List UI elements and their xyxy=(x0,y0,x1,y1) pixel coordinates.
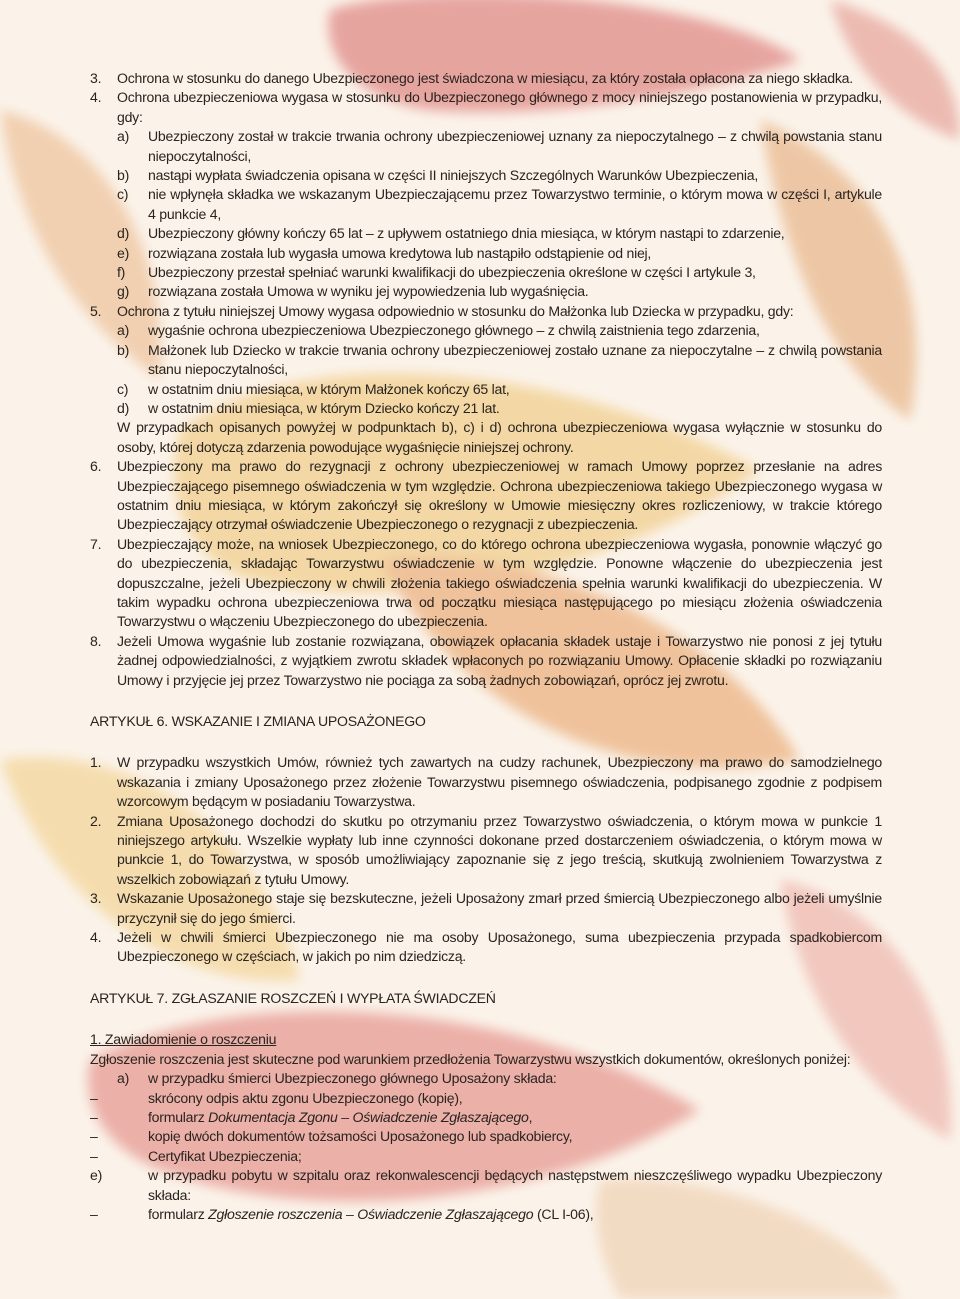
list-item xyxy=(90,753,882,811)
dash-item xyxy=(90,1127,882,1146)
item-number: 8. xyxy=(90,632,102,649)
sub-item xyxy=(90,263,882,282)
sub-item xyxy=(90,399,882,418)
dash-marker: – xyxy=(90,1128,98,1145)
item-text: Zmiana Uposażonego dochodzi do skutku po otrzymaniu przez Towarzystwo oświadczenia, o którym mowa w punkcie 1 niniejszego artykułu. Wszelkie wypłaty lub inne czynności dokonane przed dostarczeniem oświadczenia, o którym mowa w punkcie 1, do Towarzystwa, w sposób umożliwiający zapoznanie się z jego treścią, skutkują zwolnieniem Towarzystwa z wszelkich zobowiązań z tytułu Umowy. xyxy=(117,812,882,887)
sub-item xyxy=(90,321,882,340)
document-body xyxy=(90,69,882,1224)
list-item xyxy=(90,88,882,127)
section-heading: ARTYKUŁ 6. WSKAZANIE I ZMIANA UPOSAŻONEGO xyxy=(90,713,426,729)
list-item xyxy=(90,928,882,967)
dash-item-text: kopię dwóch dokumentów tożsamości Uposażonego lub spadkobiercy, xyxy=(148,1128,573,1145)
list-item xyxy=(90,889,882,928)
item-text: Wskazanie Uposażonego staje się bezskuteczne, jeżeli Uposażony zmarł przed śmiercią Ubezpieczonego albo jeżeli umyślnie przyczynił się do jego śmierci. xyxy=(117,890,882,926)
item-number: 4. xyxy=(90,929,102,946)
dash-item-text: skrócony odpis aktu zgonu Ubezpieczonego (kopię), xyxy=(148,1089,463,1106)
list-item xyxy=(90,632,882,690)
item-text: Ochrona z tytułu niniejszej Umowy wygasa odpowiednio w stosunku do Małżonka lub Dziecka w przypadku, gdy: xyxy=(117,302,794,319)
sub-item xyxy=(90,1166,882,1205)
item-text: Ochrona w stosunku do danego Ubezpieczonego jest świadczona w miesiącu, za który została opłacona za niego składka. xyxy=(117,70,853,86)
item-text: Jeżeli w chwili śmierci Ubezpieczonego nie ma osoby Uposażonego, suma ubezpieczenia przypada spadkobiercom Ubezpieczonego w częściach, w jakich po nim dziedziczą. xyxy=(117,929,882,965)
sub-item-marker: a) xyxy=(117,1070,130,1087)
sub-item-marker: a) xyxy=(117,128,130,145)
intro-paragraph: Zgłoszenie roszczenia jest skuteczne pod warunkiem przedłożenia Towarzystwu wszystkich dokumentów, określonych poniżej: xyxy=(90,1050,851,1067)
item-number: 1. xyxy=(90,754,102,771)
section-heading: ARTYKUŁ 7. ZGŁASZANIE ROSZCZEŃ I WYPŁATA ŚWIADCZEŃ xyxy=(90,989,496,1006)
list-item xyxy=(90,302,882,321)
list-item xyxy=(90,535,882,632)
sub-item xyxy=(90,380,882,399)
form-prefix: formularz xyxy=(148,1205,209,1222)
sub-item-text: w przypadku pobytu w szpitalu oraz rekonwalescencji będących następstwem nieszczęśliwego wypadku Ubezpieczony składa: xyxy=(148,1167,882,1203)
form-name: Zgłoszenie roszczenia – Oświadczenie Zgłaszającego xyxy=(208,1205,534,1222)
form-suffix: (CL I-06), xyxy=(533,1205,594,1222)
item-number: 3. xyxy=(90,890,102,907)
list-item xyxy=(90,457,882,535)
dash-marker: – xyxy=(90,1108,98,1125)
dash-item xyxy=(90,1147,882,1166)
subsection-heading: 1. Zawiadomienie o roszczeniu xyxy=(90,1031,277,1048)
form-suffix: , xyxy=(528,1108,533,1125)
dash-item xyxy=(90,1205,882,1224)
sub-item-marker: d) xyxy=(117,399,130,416)
sub-item-marker: d) xyxy=(117,225,130,242)
item-number: 7. xyxy=(90,535,102,552)
dash-item-text: Certyfikat Ubezpieczenia; xyxy=(148,1147,302,1164)
item-number: 2. xyxy=(90,812,102,829)
sub-item-text: rozwiązana została lub wygasła umowa kredytowa lub nastąpiło odstąpienie od niej, xyxy=(148,244,652,261)
form-prefix: formularz xyxy=(148,1108,209,1125)
item-text: W przypadku wszystkich Umów, również tych zawartych na cudzy rachunek, Ubezpieczony ma prawo do samodzielnego wskazania i zmiany Uposażonego przez złożenie Towarzystwu pisemnego oświadczenia, podpisanego zgodnie z podpisem wzorcowym będącym w posiadaniu Towarzystwa. xyxy=(117,754,882,810)
sub-item-text: w ostatnim dniu miesiąca, w którym Małżonek kończy 65 lat, xyxy=(148,380,510,397)
sub-item-text: wygaśnie ochrona ubezpieczeniowa Ubezpieczonego głównego – z chwilą zaistnienia tego zdarzenia, xyxy=(148,322,760,339)
list-item xyxy=(90,812,882,890)
sub-item xyxy=(90,244,882,263)
sub-item-marker: g) xyxy=(117,283,130,300)
sub-item xyxy=(90,341,882,380)
item-text: Ubezpieczony ma prawo do rezygnacji z ochrony ubezpieczeniowej w ramach Umowy poprzez przesłanie na adres Ubezpieczającego pisemnego oświadczenia w tym względzie. Ochrona ubezpieczeniowa takiego Ubezpieczonego wygasa w ostatnim dniu miesiąca, w którym zakończył się określony w Umowie miesięczny okres rozliczeniowy, w trakcie którego Ubezpieczający otrzymał oświadczenie Ubezpieczonego o rezygnacji z ubezpieczenia. xyxy=(117,458,882,533)
form-name: Dokumentacja Zgonu – Oświadczenie Zgłaszającego xyxy=(208,1108,529,1125)
sub-item-text: Małżonek lub Dziecko w trakcie trwania ochrony ubezpieczeniowej zostało uznane za niepoczytalne – z chwilą powstania stanu niepoczytalności, xyxy=(148,341,882,378)
sub-item-marker: f) xyxy=(117,264,126,281)
sub-item xyxy=(90,166,882,185)
item-text: Ochrona ubezpieczeniowa wygasa w stosunku do Ubezpieczonego głównego z mocy niniejszego postanowienia w przypadku, gdy: xyxy=(117,89,882,125)
sub-item xyxy=(90,224,882,243)
list-item xyxy=(90,69,882,88)
sub-item-text: rozwiązana została Umowa w wyniku jej wypowiedzenia lub wygaśnięcia. xyxy=(148,283,589,300)
sub-item xyxy=(90,282,882,301)
sub-item-marker: c) xyxy=(117,186,129,203)
sub-item-marker: c) xyxy=(117,380,129,397)
paragraph-note: W przypadkach opisanych powyżej w podpunktach b), c) i d) ochrona ubezpieczeniowa wygasa wyłącznie w stosunku do osoby, której dotyczą zdarzenia powodujące wygaśnięcie niniejszej ochrony. xyxy=(117,419,882,455)
sub-item-text: nastąpi wypłata świadczenia opisana w części II niniejszych Szczególnych Warunków Ubezpieczenia, xyxy=(148,167,759,184)
sub-item-marker: e) xyxy=(117,244,130,261)
sub-item xyxy=(90,185,882,224)
sub-item xyxy=(90,127,882,166)
item-number: 3. xyxy=(90,70,102,86)
sub-item-marker: b) xyxy=(117,341,130,358)
dash-item xyxy=(90,1108,882,1127)
item-number: 4. xyxy=(90,89,102,106)
sub-item-text: Ubezpieczony główny kończy 65 lat – z upływem ostatniego dnia miesiąca, w którym nastąpi to zdarzenie, xyxy=(148,225,785,242)
sub-item-text: w ostatnim dniu miesiąca, w którym Dziecko kończy 21 lat. xyxy=(148,399,500,416)
sub-item xyxy=(90,1069,882,1088)
item-text: Ubezpieczający może, na wniosek Ubezpieczonego, co do którego ochrona ubezpieczeniowa wygasła, ponownie włączyć go do ubezpieczenia, składając Towarzystwu oświadczenie w tym względzie. Ponowne włączenie do ubezpieczenia jest dopuszczalne, jeżeli Ubezpieczony w chwili złożenia takiego oświadczenia spełnia warunki kwalifikacji do ubezpieczenia. W takim wypadku ochrona ubezpieczeniowa trwa od początku miesiąca następującego po miesiącu złożenia oświadczenia Towarzystwu o włączeniu Ubezpieczonego do ubezpieczenia. xyxy=(117,535,882,630)
item-number: 5. xyxy=(90,302,102,319)
sub-item-text: Ubezpieczony przestał spełniać warunki kwalifikacji do ubezpieczenia określone w części I artykule 3, xyxy=(148,264,756,281)
sub-item-marker: b) xyxy=(117,167,130,184)
sub-item-marker: e) xyxy=(90,1167,103,1184)
dash-marker: – xyxy=(90,1205,98,1222)
dash-item xyxy=(90,1089,882,1108)
sub-item-marker: a) xyxy=(117,322,130,339)
dash-marker: – xyxy=(90,1147,98,1164)
sub-item-text: w przypadku śmierci Ubezpieczonego głównego Uposażony składa: xyxy=(148,1070,557,1087)
item-text: Jeżeli Umowa wygaśnie lub zostanie rozwiązana, obowiązek opłacania składek ustaje i Towarzystwo nie ponosi z jej tytułu żadnej odpowiedzialności, z wyjątkiem zwrotu składek wpłaconych po rozwiązaniu Umowy. Opłacenie składki po rozwiązaniu Umowy i przyjęcie jej przez Towarzystwo nie pociąga za sobą żadnych zobowiązań, oprócz jej zwrotu. xyxy=(117,632,882,688)
dash-marker: – xyxy=(90,1089,98,1106)
item-number: 6. xyxy=(90,458,102,475)
sub-item-text: nie wpłynęła składka we wskazanym Ubezpieczającemu przez Towarzystwo terminie, o którym mowa w części I, artykule 4 punkcie 4, xyxy=(148,186,882,222)
sub-item-text: Ubezpieczony został w trakcie trwania ochrony ubezpieczeniowej uznany za niepoczytalnego – z chwilą powstania stanu niepoczytalności, xyxy=(148,128,882,164)
